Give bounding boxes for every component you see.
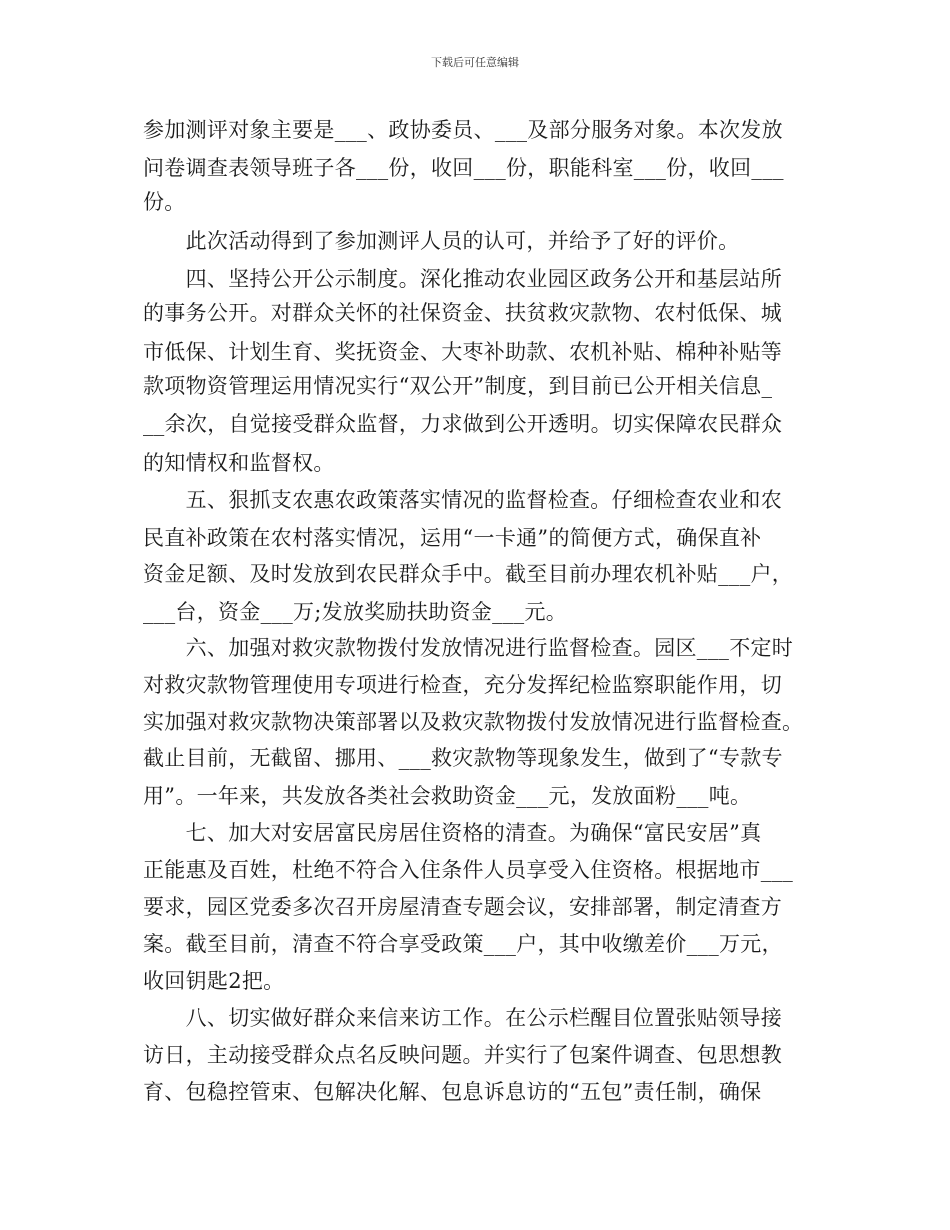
text-line: 实加强对救灾款物决策部署以及救灾款物拨付发放情况进行监督检查。: [143, 710, 804, 734]
text-line: 的事务公开。对群众关怀的社保资金、扶贫救灾款物、农村低保、城: [143, 301, 782, 325]
text-line: 份。: [143, 190, 186, 214]
text-line: 五、狠抓支农惠农政策落实情况的监督检查。仔细检查农业和农: [143, 488, 782, 512]
text-line: 市低保、计划生育、奖抚资金、大枣补助款、农机补贴、棉种补贴等: [143, 340, 782, 364]
text-line: 款项物资管理运用情况实行“双公开”制度，到目前已公开相关信息_: [143, 374, 773, 398]
text-line: 四、坚持公开公示制度。深化推动农业园区政务公开和基层站所: [143, 267, 782, 291]
text-line: 八、切实做好群众来信来访工作。在公示栏醒目位置张贴领导接: [143, 1006, 782, 1030]
text-line: 正能惠及百姓，杜绝不符合入住条件人员享受入住资格。根据地市___: [143, 858, 794, 882]
text-line: 六、加强对救灾款物拨付发放情况进行监督检查。园区___不定时: [143, 636, 794, 660]
text-line: 截止目前，无截留、挪用、___救灾款物等现象发生，做到了“专款专: [143, 746, 783, 770]
text-line: 要求，园区党委多次召开房屋清查专题会议，安排部署，制定清查方: [143, 895, 782, 919]
text-line: 问卷调查表领导班子各___份，收回___份，职能科室___份，收回___: [143, 156, 784, 180]
text-line: 案。截至目前，清查不符合享受政策___户，其中收缴差价___万元，: [143, 932, 783, 956]
header-note: 下载后可任意编辑: [431, 56, 519, 69]
text-line: 资金足额、及时发放到农民群众手中。截至目前办理农机补贴___户，: [143, 562, 794, 586]
text-line: 收回钥匙2把。: [143, 969, 285, 993]
text-line: 民直补政策在农村落实情况，运用“一卡通”的简便方式，确保直补: [143, 526, 762, 550]
text-line: 用”。一年来，共发放各类社会救助资金___元，发放面粉___吨。: [143, 784, 752, 808]
text-line: __余次，自觉接受群众监督，力求做到公开透明。切实保障农民群众: [143, 412, 783, 436]
text-line: 此次活动得到了参加测评人员的认可，并给予了好的评价。: [143, 229, 740, 253]
text-line: 的知情权和监督权。: [143, 451, 335, 475]
text-line: 参加测评对象主要是___、政协委员、___及部分服务对象。本次发放: [143, 118, 783, 142]
text-line: 七、加大对安居富民房居住资格的清查。为确保“富民安居”真: [143, 821, 762, 845]
text-line: 对救灾款物管理使用专项进行检查，充分发挥纪检监察职能作用，切: [143, 673, 782, 697]
text-line: ___台，资金___万;发放奖励扶助资金___元。: [143, 600, 568, 624]
text-line: 育、包稳控管束、包解决化解、包息诉息访的“五包”责任制，确保: [143, 1080, 762, 1104]
text-line: 访日，主动接受群众点名反映问题。并实行了包案件调查、包思想教: [143, 1043, 782, 1067]
